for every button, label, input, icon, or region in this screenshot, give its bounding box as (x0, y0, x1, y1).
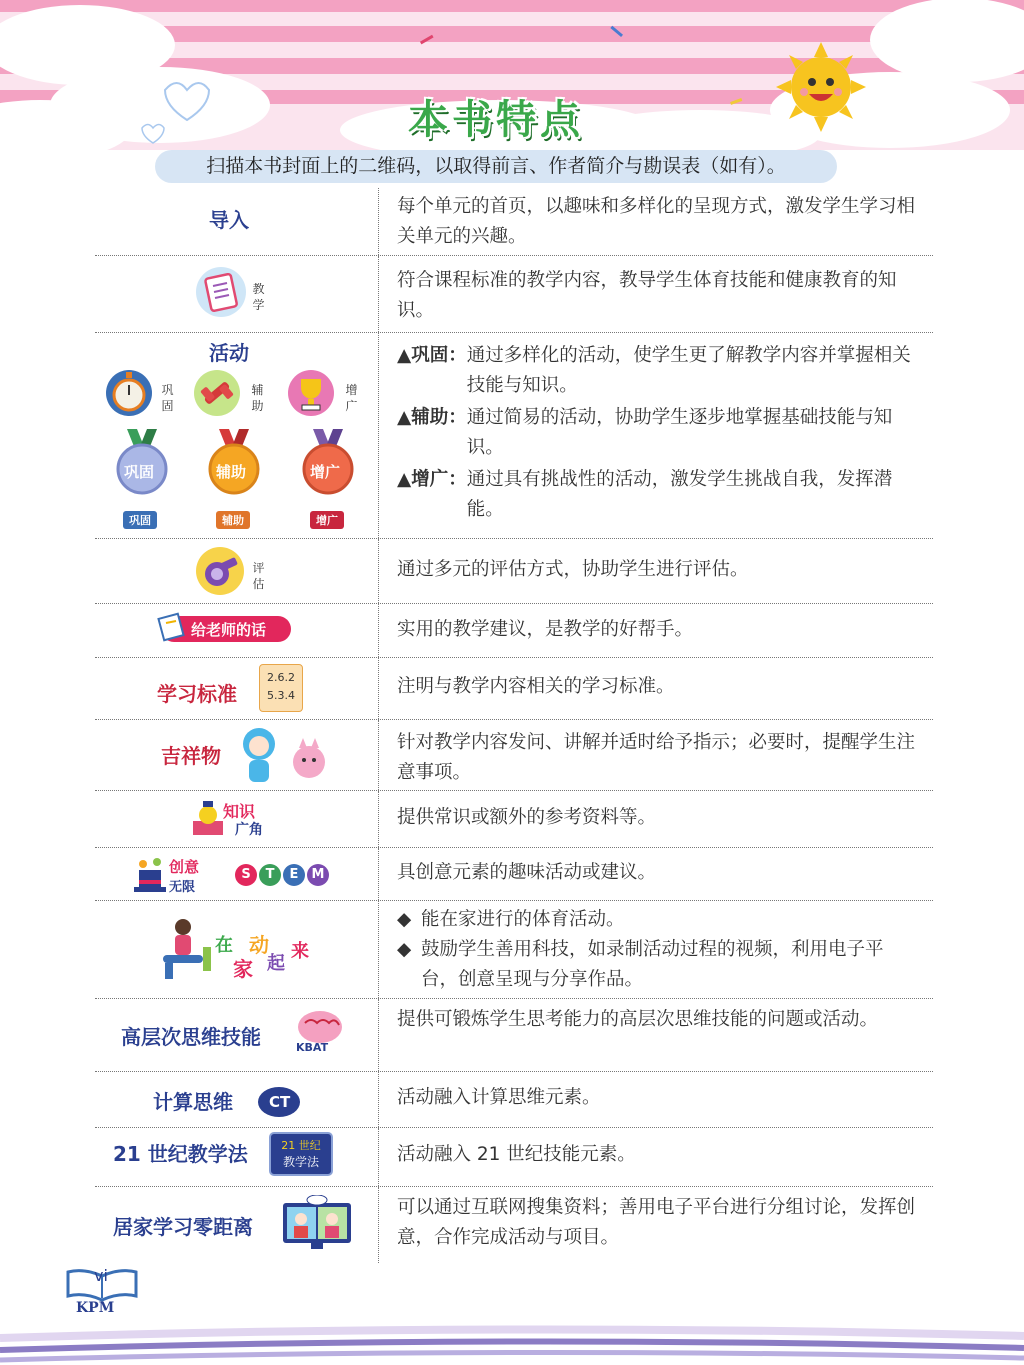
desc-intro: 每个单元的首页，以趣味和多样化的呈现方式，激发学生学习相关单元的兴趣。 (397, 196, 916, 247)
activity-item-consolidate: ▲巩固： 通过多样化的活动，使学生更了解教学内容并掌握相关技能与知识。 (397, 345, 911, 396)
label-learning-standard: 学习标准 (157, 682, 237, 706)
home-list (397, 905, 917, 995)
trophy-icon (287, 369, 335, 417)
row-label-cell (95, 791, 379, 847)
row-label-cell (95, 604, 379, 657)
label-mascot: 吉祥物 (161, 744, 221, 768)
home-item-1: ◆ 能在家进行的体育活动。 (397, 909, 625, 930)
row-label-cell (95, 848, 379, 900)
tag-small-enrich: 增广 (310, 511, 344, 529)
row-move-at-home (95, 901, 933, 999)
tag-small-support: 辅助 (216, 511, 250, 529)
home-char-3: 家 (233, 957, 253, 981)
c21-icon-line1: 21 世纪 (281, 1139, 321, 1152)
row-label-cell (95, 658, 379, 719)
c21-icon-line2: 教学法 (282, 1155, 319, 1169)
tag-assess-2: 估 (252, 577, 265, 591)
tag-small-consolidate: 巩固 (123, 511, 157, 529)
scan-qr-banner: 扫描本书封面上的二维码，以取得前言、作者简介与勘误表（如有）。 (155, 150, 837, 183)
row-creativity-stem (95, 848, 933, 901)
tag-consolidate-2: 固 (161, 399, 174, 413)
standard-code-box (259, 664, 303, 712)
publisher-logo-text: KPM (76, 1300, 115, 1316)
stem-letter-e: E (283, 864, 305, 886)
medal-support-text: 辅助 (216, 463, 247, 481)
desc-21st-century: 活动融入 21 世纪技能元素。 (397, 1144, 636, 1165)
desc-ct: 活动融入计算思维元素。 (397, 1087, 601, 1108)
label-activity: 活动 (209, 341, 249, 365)
label-creative-1: 创意 (169, 858, 200, 876)
standard-code-2: 5.3.4 (267, 689, 295, 702)
label-21st-century: 21 世纪教学法 (113, 1142, 248, 1166)
note-paper-icon (157, 612, 187, 642)
label-kbat: 高层次思维技能 (121, 1025, 261, 1049)
row-21st-century (95, 1128, 933, 1187)
tag-assess-1: 评 (252, 561, 265, 575)
activity-list (397, 341, 917, 525)
home-char-1: 在 (215, 935, 233, 956)
sun-icon (776, 42, 866, 132)
home-item-2: ◆ 鼓励学生善用科技，如录制活动过程的视频，利用电子平台，创意呈现与分享作品。 (397, 939, 884, 990)
label-remote-learning: 居家学习零距离 (113, 1215, 253, 1239)
row-label-cell (95, 901, 379, 998)
activity-item-support: ▲辅助： 通过简易的活动，协助学生逐步地掌握基础技能与知识。 (397, 407, 893, 458)
home-char-5: 来 (291, 941, 309, 962)
stopwatch-icon (105, 369, 153, 417)
desc-mascot: 针对教学内容发问、讲解并适时给予指示；必要时，提醒学生注意事项。 (397, 732, 916, 783)
label-knowledge-2: 广角 (235, 822, 263, 838)
row-kbat (95, 999, 933, 1072)
row-label-cell (95, 720, 379, 790)
stem-letter-s: S (235, 864, 257, 886)
row-learning-standard (95, 658, 933, 720)
label-knowledge-1: 知识 (223, 802, 256, 821)
row-mascot (95, 720, 933, 791)
magic-hat-icon (131, 856, 169, 894)
row-label-cell (95, 188, 379, 255)
row-label-cell (95, 539, 379, 603)
row-computational-thinking (95, 1072, 933, 1128)
footer-stripes (0, 1318, 1024, 1365)
clipboard-icon (195, 266, 247, 318)
medal-consolidate-text: 巩固 (124, 463, 155, 481)
desc-teaching: 符合课程标准的教学内容，教导学生体育技能和健康教育的知识。 (397, 270, 897, 321)
whistle-icon (195, 546, 245, 596)
video-call-icon (281, 1195, 353, 1253)
row-intro (95, 188, 933, 256)
label-teacher-note: 给老师的话 (191, 621, 267, 639)
home-char-4: 起 (267, 953, 285, 974)
desc-teacher-note: 实用的教学建议，是教学的好帮手。 (397, 619, 694, 640)
desc-kbat: 提供可锻炼学生思考能力的高层次思维技能的问题或活动。 (397, 1009, 879, 1030)
label-ct: 计算思维 (153, 1090, 233, 1114)
row-activity (95, 333, 933, 539)
row-teaching (95, 256, 933, 333)
desc-remote-learning: 可以通过互联网搜集资料；善用电子平台进行分组讨论，发挥创意，合作完成活动与项目。 (397, 1197, 916, 1248)
tag-enrich-2: 广 (345, 399, 358, 413)
label-creative-2: 无限 (169, 880, 196, 895)
exercising-girl-icon (155, 917, 215, 981)
row-knowledge-corner (95, 791, 933, 848)
ct-icon-text: CT (269, 1093, 291, 1111)
row-label-cell (95, 1187, 379, 1263)
stem-letter-m: M (307, 864, 329, 886)
stem-logo (235, 864, 329, 886)
label-intro: 导入 (209, 208, 249, 232)
row-label-cell (95, 1072, 379, 1127)
activity-item-enrich: ▲增广： 通过具有挑战性的活动，激发学生挑战自我，发挥潜能。 (397, 469, 893, 520)
tag-support-2: 助 (251, 399, 264, 413)
mascot-icon (237, 724, 337, 788)
stem-letter-t: T (259, 864, 281, 886)
row-remote-learning (95, 1187, 933, 1263)
kbat-icon-text: KBAT (296, 1041, 329, 1054)
tag-enrich-1: 增 (345, 383, 358, 397)
desc-creativity-stem: 具创意元素的趣味活动或建议。 (397, 862, 657, 883)
row-label-cell (95, 1128, 379, 1186)
medal-enrich-text: 增广 (310, 463, 341, 481)
row-teacher-note (95, 604, 933, 658)
row-assessment (95, 539, 933, 604)
home-char-2: 动 (249, 933, 269, 957)
c21-icon (269, 1132, 333, 1176)
page-title: 本书特点 (408, 97, 584, 143)
desc-assessment: 通过多元的评估方式，协助学生进行评估。 (397, 559, 749, 580)
tag-teach-1: 教 (252, 282, 265, 296)
book-lightbulb-icon (191, 799, 225, 839)
tag-teach-2: 学 (252, 298, 265, 312)
desc-learning-standard: 注明与教学内容相关的学习标准。 (397, 676, 675, 697)
page-number: vi (94, 1266, 108, 1285)
desc-knowledge-corner: 提供常识或额外的参考资料等。 (397, 807, 657, 828)
standard-code-1: 2.6.2 (267, 671, 295, 684)
row-label-cell (95, 333, 379, 538)
tag-support-1: 辅 (251, 383, 264, 397)
row-label-cell (95, 999, 379, 1071)
tag-consolidate-1: 巩 (161, 383, 174, 397)
row-label-cell (95, 256, 379, 332)
dumbbell-icon (193, 369, 241, 417)
